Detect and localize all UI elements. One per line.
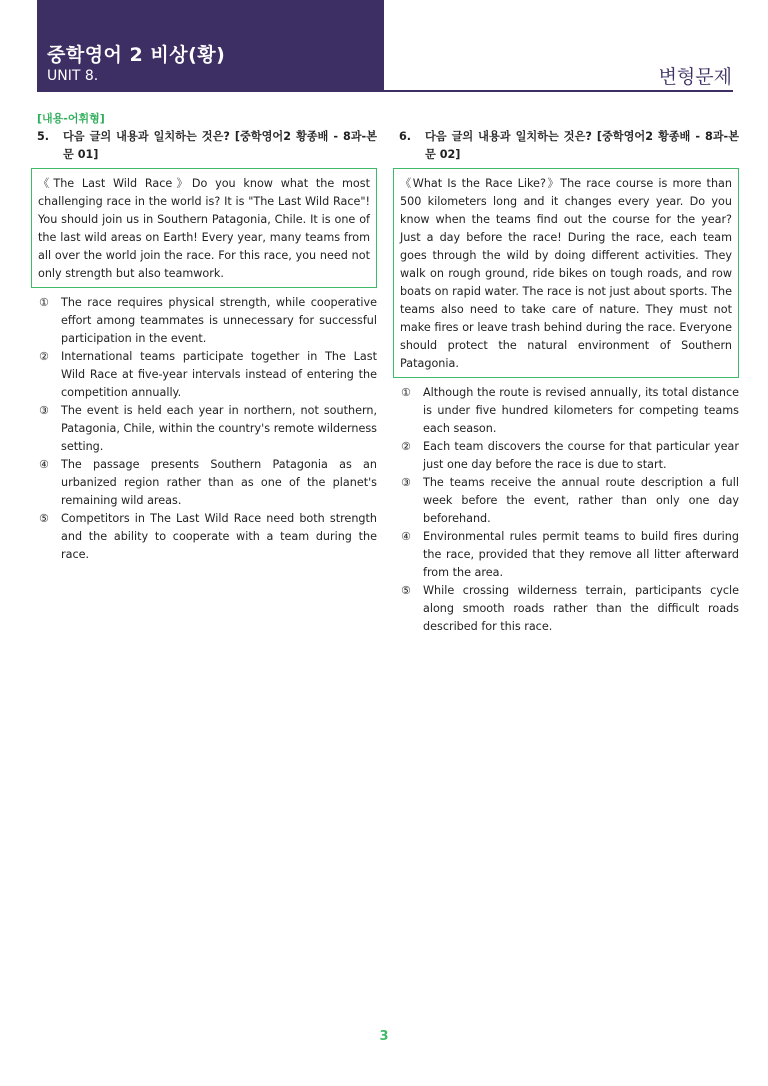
passage-box: 《The Last Wild Race》Do you know what the most challenging race in the world is? It is "The Last Wild Race"! You should join us in Southern Patagonia, Chile. It is one of the last wild areas on Earth! Every year, many teams from all over the world join the race. For this race, you need not only strength but also teamwork. bbox=[31, 168, 377, 288]
answer-option[interactable] bbox=[401, 528, 739, 582]
answer-option[interactable] bbox=[401, 384, 739, 438]
page-number: 3 bbox=[379, 1029, 389, 1044]
option-text: While crossing wilderness terrain, participants cycle along smooth roads rather than the difficult roads described for this race. bbox=[423, 584, 739, 633]
header-banner bbox=[37, 0, 384, 92]
answer-options bbox=[31, 294, 377, 564]
answer-option[interactable] bbox=[401, 474, 739, 528]
option-text: Although the route is revised annually, its total distance is under five hundred kilometers for competing teams each season. bbox=[423, 386, 739, 435]
worksheet-type-label: 변형문제 bbox=[658, 66, 732, 88]
question-text: 다음 글의 내용과 일치하는 것은? [중학영어2 황종배 - 8과-본문 02] bbox=[425, 130, 739, 161]
option-number: ② bbox=[39, 350, 49, 363]
answer-option[interactable] bbox=[39, 510, 377, 564]
question-5-prompt bbox=[37, 128, 377, 164]
unit-label: UNIT 8. bbox=[47, 68, 99, 84]
option-number: ④ bbox=[39, 458, 49, 471]
answer-option[interactable] bbox=[39, 294, 377, 348]
answer-option[interactable] bbox=[401, 582, 739, 636]
option-text: Competitors in The Last Wild Race need both strength and the ability to cooperate with a team during the race. bbox=[61, 512, 377, 561]
option-number: ① bbox=[39, 296, 49, 309]
question-6-prompt bbox=[399, 128, 739, 164]
answer-option[interactable] bbox=[39, 456, 377, 510]
answer-option[interactable] bbox=[39, 348, 377, 402]
option-text: Environmental rules permit teams to build fires during the race, provided that they remove all litter afterward from the area. bbox=[423, 530, 739, 579]
option-number: ⑤ bbox=[39, 512, 49, 525]
option-number: ② bbox=[401, 440, 411, 453]
option-text: The teams receive the annual route description a full week before the event, rather than only one day beforehand. bbox=[423, 476, 739, 525]
option-text: International teams participate together in The Last Wild Race at five-year intervals instead of entering the competition annually. bbox=[61, 350, 377, 399]
question-text: 다음 글의 내용과 일치하는 것은? [중학영어2 황종배 - 8과-본문 01] bbox=[63, 130, 377, 161]
option-text: The race requires physical strength, while cooperative effort among teammates is unnecessary for successful participation in the event. bbox=[61, 296, 377, 345]
option-number: ⑤ bbox=[401, 584, 411, 597]
option-text: The event is held each year in northern, not southern, Patagonia, Chile, within the country's remote wilderness setting. bbox=[61, 404, 377, 453]
category-label: [내용-어휘형] bbox=[37, 112, 105, 125]
answer-option[interactable] bbox=[401, 438, 739, 474]
book-title: 중학영어 2 비상(황) bbox=[47, 44, 226, 66]
option-number: ③ bbox=[401, 476, 411, 489]
question-5-column bbox=[31, 110, 377, 564]
option-text: Each team discovers the course for that particular year just one day before the race is due to start. bbox=[423, 440, 739, 471]
header-divider bbox=[384, 90, 733, 92]
option-number: ① bbox=[401, 386, 411, 399]
option-text: The passage presents Southern Patagonia as an urbanized region rather than as one of the planet's remaining wild areas. bbox=[61, 458, 377, 507]
question-6-column bbox=[393, 110, 739, 636]
question-number: 5. bbox=[37, 130, 50, 143]
answer-options bbox=[393, 384, 739, 636]
option-number: ③ bbox=[39, 404, 49, 417]
answer-option[interactable] bbox=[39, 402, 377, 456]
option-number: ④ bbox=[401, 530, 411, 543]
question-number: 6. bbox=[399, 130, 412, 143]
passage-box: 《What Is the Race Like?》The race course is more than 500 kilometers long and it changes every year. Do you know when the teams find out the course for the year? Just a day before the race! During the race, each team goes through the wild by doing different activities. They walk on rough ground, ride bikes on tough roads, and row boats on rapid water. The race is not just about sports. The teams also need to take care of nature. They must not make fires or leave trash behind during the race. Everyone should protect the natural environment of Southern Patagonia. bbox=[393, 168, 739, 378]
